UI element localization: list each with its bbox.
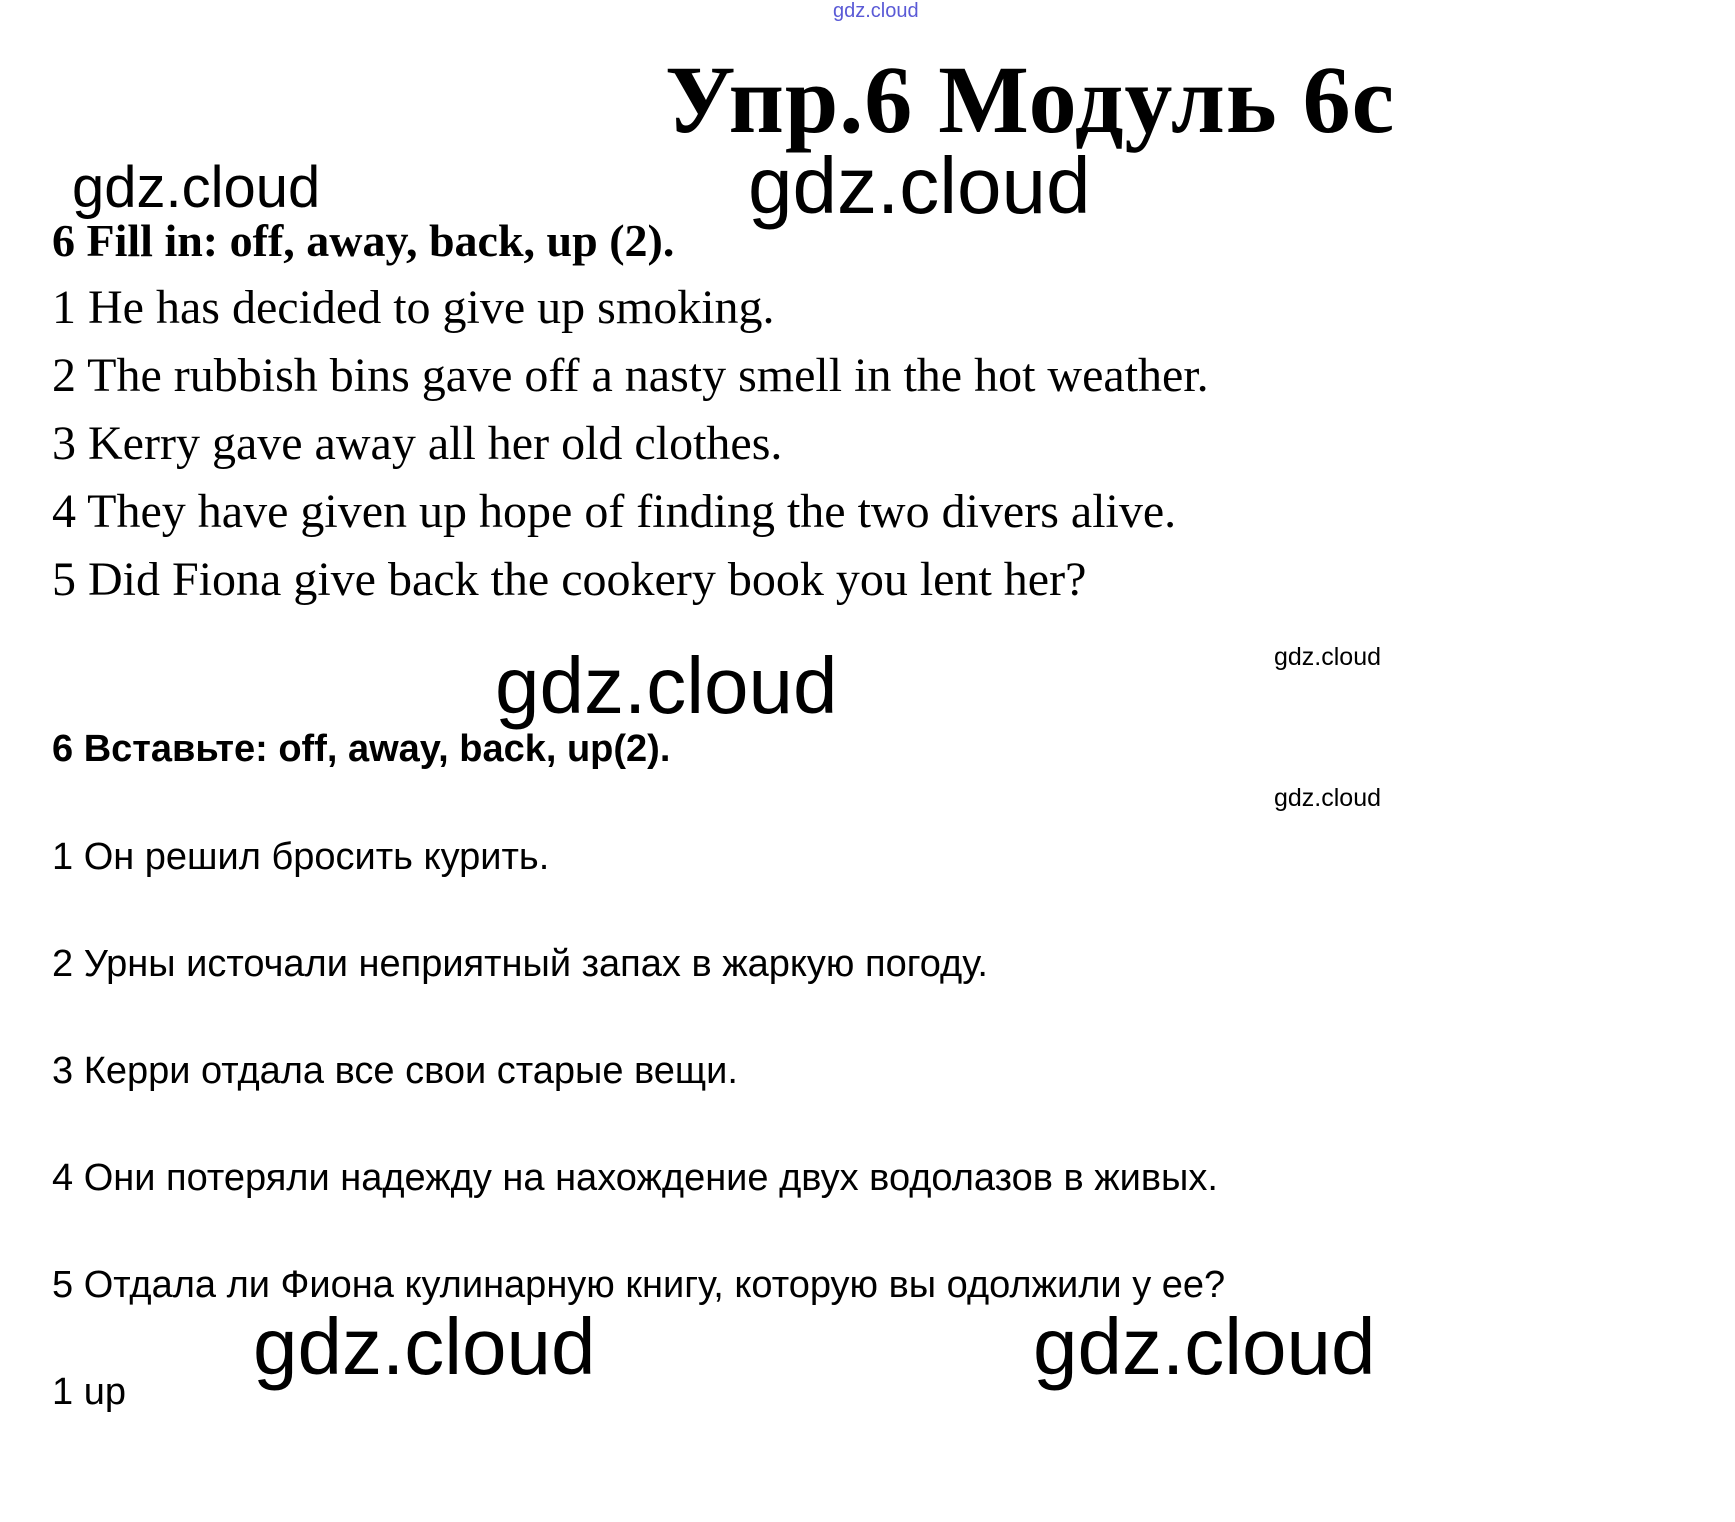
watermark-small-right-2: gdz.cloud — [1274, 784, 1382, 812]
russian-sentence-2: 2 Урны источали неприятный запах в жаркую погоду. — [52, 943, 988, 985]
english-sentence-3: 3 Kerry gave away all her old clothes. — [52, 417, 783, 470]
english-task-heading: 6 Fill in: off, away, back, up (2). — [52, 215, 675, 266]
russian-sentence-1: 1 Он решил бросить курить. — [52, 836, 550, 878]
english-sentence-2: 2 The rubbish bins gave off a nasty smell in the hot weather. — [52, 349, 1209, 402]
english-sentence-5: 5 Did Fiona give back the cookery book you lent her? — [52, 553, 1087, 606]
english-sentence-4: 4 They have given up hope of finding the two divers alive. — [52, 485, 1177, 538]
watermark-center: gdz.cloud — [748, 141, 1091, 230]
watermark-small-right-1: gdz.cloud — [1274, 643, 1382, 671]
watermark-left: gdz.cloud — [72, 155, 321, 220]
answer-line-1: 1 up — [52, 1371, 126, 1413]
watermark-bottom-right: gdz.cloud — [1033, 1302, 1376, 1391]
russian-sentence-3: 3 Керри отдала все свои старые вещи. — [52, 1050, 738, 1092]
watermark-bottom-left: gdz.cloud — [253, 1302, 596, 1391]
russian-sentence-5: 5 Отдала ли Фиона кулинарную книгу, которую вы одолжили у ее? — [52, 1264, 1226, 1306]
english-sentence-1: 1 He has decided to give up smoking. — [52, 281, 775, 334]
watermark-middle: gdz.cloud — [495, 641, 838, 730]
watermark-top: gdz.cloud — [833, 0, 919, 22]
russian-sentence-4: 4 Они потеряли надежду на нахождение двух водолазов в живых. — [52, 1157, 1218, 1199]
russian-task-heading: 6 Вставьте: off, away, back, up(2). — [52, 728, 671, 770]
page-title: Упр.6 Модуль 6с — [665, 46, 1396, 153]
